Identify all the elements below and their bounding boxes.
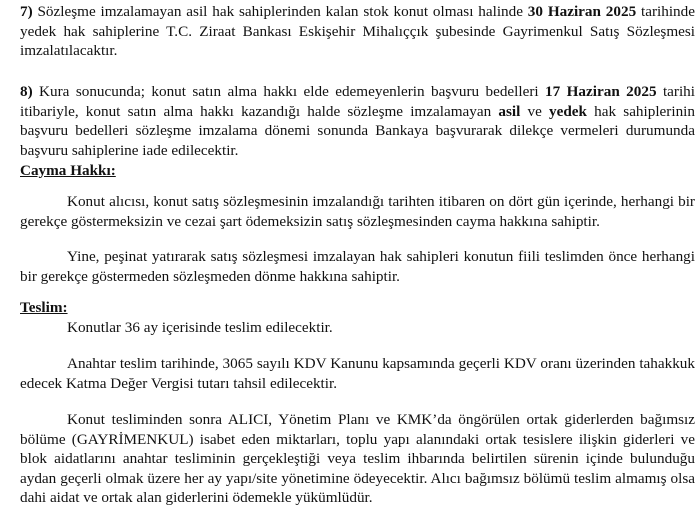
teslim-heading: Teslim: [20,299,68,316]
item-7-number: 7) [20,3,33,20]
teslim-paragraph-3: Konut tesliminden sonra ALICI, Yönetim Planı ve KMK’da öngörülen ortak giderlerden bağımsız bölüme (GAYRİMENKUL) isabet eden miktarları, toplu yapı alanındaki ortak tesislere ilişkin giderleri ve blok aidatlarını anahtar tesliminin gerçekleştiği veya teslim ihbarında belirtilen sürenin içinde bulunduğu aydan geçerli olmak üzere her ay yapı/site yönetimine ödeyecektir. Alıcı bağımsız bölümü teslim almamış olsa dahi aidat ve ortak alan giderlerini ödemekle yükümlüdür. [20,411,695,506]
item-7-text-start: Sözleşme imzalamayan asil hak sahiplerinden kalan stok konut olması halinde [32,3,528,20]
item-8-date: 17 Haziran 2025 [545,83,657,100]
cayma-paragraph-1: Konut alıcısı, konut satış sözleşmesinin imzalandığı tarihten itibaren on dört gün içerinde, herhangi bir gerekçe göstermeksizin ve cezai şart ödemeksizin satış sözleşmesinden cayma hakkına sahiptir. [20,193,695,230]
item-8-paragraph [20,82,695,160]
cayma-heading: Cayma Hakkı: [20,162,116,179]
teslim-paragraph-1: Konutlar 36 ay içerisinde teslim edilecektir. [67,319,333,336]
cayma-paragraph-2: Yine, peşinat yatırarak satış sözleşmesi imzalayan hak sahipleri konutun fiili teslimden önce herhangi bir gerekçe göstermeden sözleşmeden dönme hakkına sahiptir. [20,248,695,285]
item-7-text-end: tarihinde yedek hak sahiplerine T.C. Ziraat Bankası Eskişehir Mihalıççık şubesinde Gayrimenkul Satış Sözleşmesi imzalatılacaktır. [20,3,695,59]
item-8-ve: ve [520,102,550,120]
item-7-date: 30 Haziran 2025 [527,3,637,20]
item-8-text-start: Kura sonucunda; konut satın alma hakkı elde edemeyenlerin başvuru bedelleri [32,83,546,100]
item-8-text-mid: tarihi itibariyle, konut satın alma hakkı kazandığı halde sözleşme imzalamayan [20,83,695,120]
teslim-paragraph-2: Anahtar teslim tarihinde, 3065 sayılı KDV Kanunu kapsamında geçerli KDV oranı üzerinden tahakkuk edecek Katma Değer Vergisi tutarı tahsil edilecektir. [20,355,695,392]
item-8-asil: asil [498,102,521,120]
item-8-number: 8) [20,83,33,100]
item-7-paragraph [20,2,695,61]
item-8-yedek: yedek [549,102,587,120]
item-8-text-end: hak sahiplerinin başvuru bedelleri sözleşme imzalama dönemi sonunda Bankaya başvurarak dilekçe vermeleri durumunda başvuru sahiplerine iade edilecektir. [20,102,695,159]
